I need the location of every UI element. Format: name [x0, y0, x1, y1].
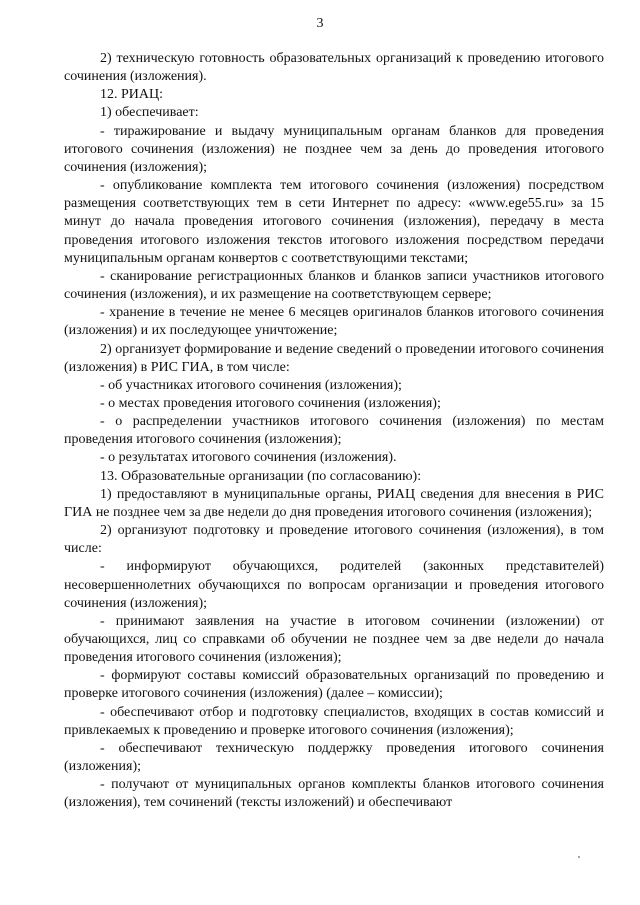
- list-item: - тиражирование и выдачу муниципальным органам бланков для проведения итогового сочинения (изложения) не позднее чем за день до проведения итогового сочинения (изложения);: [64, 123, 604, 175]
- list-item: - о результатах итогового сочинения (изложения).: [100, 450, 397, 466]
- list-item: - об участниках итогового сочинения (изложения);: [100, 377, 402, 393]
- document-body: [64, 50, 604, 813]
- list-item: - формируют составы комиссий образовательных организаций по проведению и проверке итогового сочинения (изложения) (далее – комиссии);: [64, 668, 604, 702]
- list-item: - информируют обучающихся, родителей (законных представителей) несовершеннолетних обучающихся по вопросам организации и проведения итогового сочинения (изложения);: [64, 559, 604, 611]
- section-heading-13: 13. Образовательные организации (по согласованию):: [100, 468, 422, 484]
- list-item: - опубликование комплекта тем итогового сочинения (изложения) посредством размещения соответствующих тем в сети Интернет по адресу: «www.ege55.ru» за 15 минут до начала проведения итогового сочинения (изложения), передачу в места проведения итогового изложения текстов итогового изложения посредством передачи муниципальным органам конвертов с соответствующими текстами;: [64, 178, 604, 266]
- list-item: - обеспечивают отбор и подготовку специалистов, входящих в состав комиссий и привлекаемых к проведению и проверке итогового сочинения (изложения);: [64, 704, 604, 738]
- list-item: - обеспечивают техническую поддержку проведения итогового сочинения (изложения);: [64, 740, 604, 775]
- section-heading-12: 12. РИАЦ:: [100, 87, 164, 103]
- scan-speck: [578, 856, 580, 858]
- list-item: - о распределении участников итогового сочинения (изложения) по местам проведения итогового сочинения (изложения);: [64, 414, 604, 448]
- list-item: - принимают заявления на участие в итоговом сочинении (изложении) от обучающихся, лиц со справками об обучении не позднее чем за две недели до начала проведения итогового сочинения (изложения);: [64, 613, 604, 666]
- paragraph: 1) обеспечивает:: [100, 105, 199, 121]
- list-item: - о местах проведения итогового сочинения (изложения);: [100, 395, 441, 411]
- paragraph: 2) организуют подготовку и проведение итогового сочинения (изложения), в том числе:: [64, 523, 604, 557]
- list-item: - хранение в течение не менее 6 месяцев оригиналов бланков итогового сочинения (изложения) и их последующее уничтожение;: [64, 305, 604, 339]
- page-number: 3: [316, 16, 324, 31]
- list-item: - сканирование регистрационных бланков и бланков записи участников итогового сочинения (изложения), и их размещение на соответствующем сервере;: [64, 268, 604, 303]
- paragraph: 2) техническую готовность образовательных организаций к проведению итогового сочинения (изложения).: [64, 51, 604, 85]
- paragraph: 2) организует формирование и ведение сведений о проведении итогового сочинения (изложения) в РИС ГИА, в том числе:: [64, 341, 604, 375]
- paragraph: 1) предоставляют в муниципальные органы, РИАЦ сведения для внесения в РИС ГИА не позднее чем за две недели до дня проведения итогового сочинения (изложения);: [64, 486, 604, 520]
- list-item: - получают от муниципальных органов комплекты бланков итогового сочинения (изложения), тем сочинений (тексты изложений) и обеспечивают: [64, 777, 604, 811]
